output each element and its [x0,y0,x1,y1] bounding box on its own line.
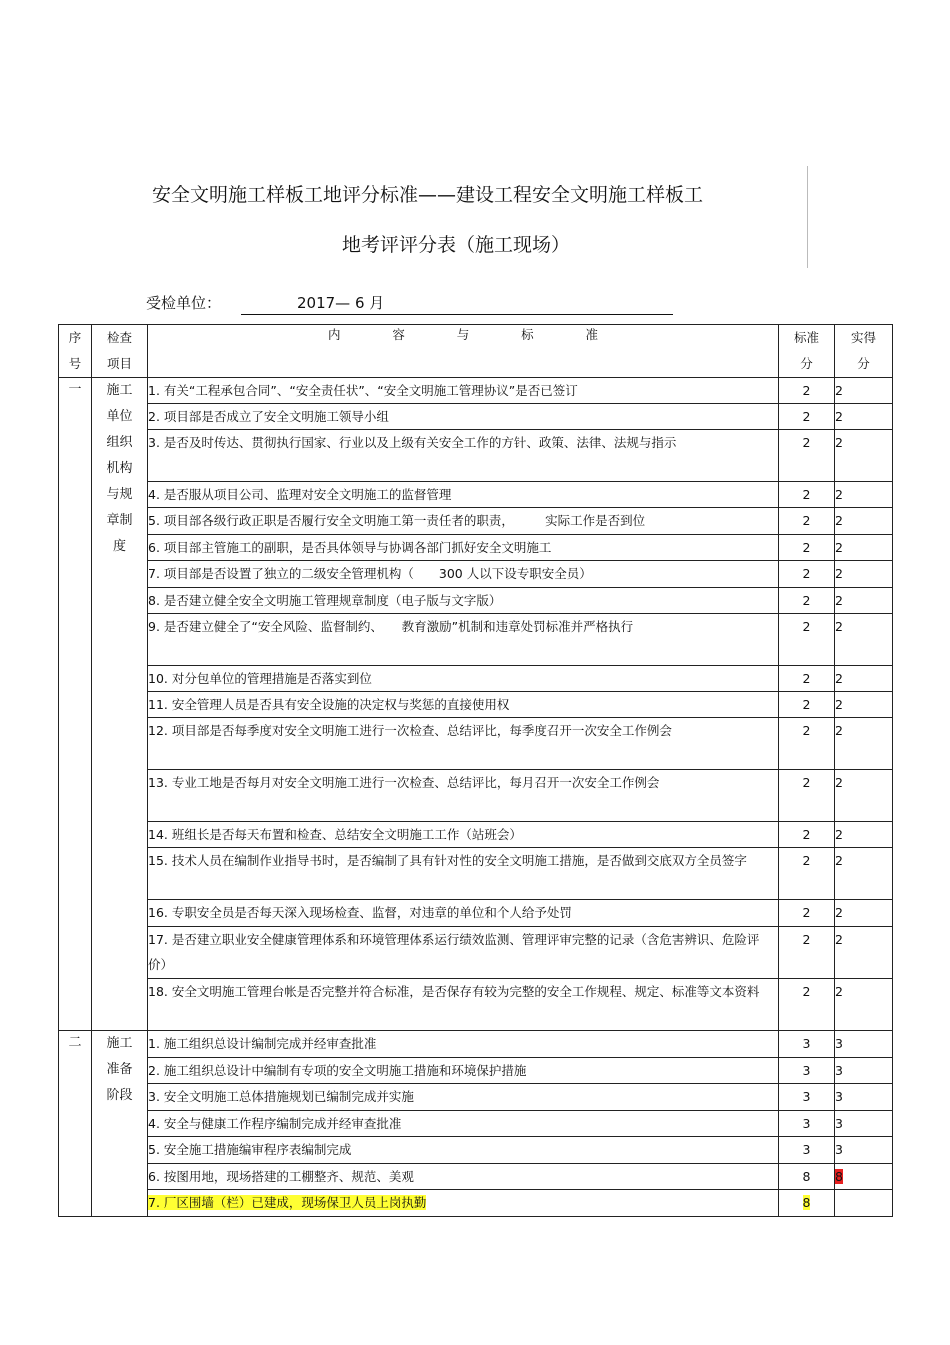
criterion-text [148,404,779,430]
criterion-text [148,822,779,848]
standard-score-value: 2 [802,593,811,608]
criterion-text [148,1058,779,1084]
criterion-text [148,588,779,614]
standard-score [779,1084,835,1111]
standard-score-value: 3 [802,1063,811,1078]
criterion-label: 3. 是否及时传达、贯彻执行国家、行业以及上级有关安全工作的方针、政策、法律、法规与指示 [148,435,677,450]
actual-score [835,1111,893,1137]
criterion-text [148,1031,779,1058]
criterion-label: 4. 安全与健康工作程序编制完成并经审查批准 [148,1116,402,1131]
actual-score-value: 3 [835,1089,843,1104]
actual-score-value: 2 [835,775,843,790]
actual-score-value: 3 [835,1142,843,1157]
table-row [59,927,893,979]
actual-score [835,482,893,508]
inspected-unit-value: 2017— 6 月 [297,294,385,312]
standard-score [779,1031,835,1058]
criterion-label: 8. 是否建立健全安全文明施工管理规章制度（电子版与文字版） [148,593,502,608]
criterion-label: 14. 班组长是否每天布置和检查、总结安全文明施工工作（站班会） [148,827,522,842]
table-header-row [59,325,893,378]
criterion-text [148,979,779,1031]
actual-score-value: 2 [835,827,843,842]
criterion-text [148,535,779,561]
standard-score [779,404,835,430]
actual-score-value: 2 [835,540,843,555]
standard-score [779,588,835,614]
criterion-label: 7. 项目部是否设置了独立的二级安全管理机构（ 300 人以下设专职安全员） [148,566,592,581]
criterion-text [148,666,779,692]
criterion-text [148,1190,779,1217]
actual-score-value: 2 [835,723,843,738]
criterion-label: 2. 施工组织总设计中编制有专项的安全文明施工措施和环境保护措施 [148,1063,527,1078]
standard-score-value: 2 [802,409,811,424]
criterion-text [148,900,779,927]
criterion-label: 13. 专业工地是否每月对安全文明施工进行一次检查、总结评比，每月召开一次安全工作例会 [148,775,660,790]
criterion-text [148,692,779,718]
table-row [59,822,893,848]
table-row [59,508,893,535]
scoring-table [58,324,893,1217]
actual-score-value: 2 [835,984,843,999]
standard-score [779,614,835,666]
criterion-label: 5. 项目部各级行政正职是否履行安全文明施工第一责任者的职责， 实际工作是否到位 [148,513,646,528]
standard-score-value: 2 [802,932,811,947]
table-row [59,979,893,1031]
actual-score [835,588,893,614]
header-item: 检查项目 [92,325,148,378]
actual-score [835,666,893,692]
table-row [59,535,893,561]
actual-score [835,614,893,666]
section-category [92,1031,148,1217]
actual-score [835,770,893,822]
criterion-text [148,430,779,482]
standard-score-value: 2 [802,487,811,502]
actual-score [835,1058,893,1084]
criterion-text [148,770,779,822]
standard-score-value: 2 [802,775,811,790]
standard-score [779,1137,835,1164]
actual-score-value: 2 [835,593,843,608]
standard-score [779,561,835,588]
criterion-text [148,561,779,588]
table-row [59,561,893,588]
document-title-line-1: 安全文明施工样板工地评分标准——建设工程安全文明施工样板工 [152,184,704,206]
actual-score-value: 2 [835,409,843,424]
actual-score [835,1031,893,1058]
criterion-label: 9. 是否建立健全了“安全风险、监督制约、 教育激励”机制和违章处罚标准并严格执行 [148,619,634,634]
standard-score [779,822,835,848]
standard-score [779,900,835,927]
criterion-text [148,848,779,900]
criterion-text [148,508,779,535]
inspected-unit-label: 受检单位： [146,294,222,312]
table-row [59,900,893,927]
criterion-label: 5. 安全施工措施编审程序表编制完成 [148,1142,352,1157]
criterion-text [148,1111,779,1137]
standard-score-value: 2 [802,540,811,555]
standard-score-value: 2 [802,697,811,712]
criterion-text [148,1164,779,1190]
standard-score-value: 8 [802,1195,811,1210]
actual-score-value: 2 [835,697,843,712]
criterion-text [148,614,779,666]
standard-score [779,718,835,770]
criterion-label: 12. 项目部是否每季度对安全文明施工进行一次检查、总结评比，每季度召开一次安全工作例会 [148,723,672,738]
standard-score-value: 2 [802,905,811,920]
standard-score-value: 2 [802,984,811,999]
table-row [59,482,893,508]
table-row [59,378,893,404]
table-row [59,848,893,900]
table-row [59,404,893,430]
table-row [59,770,893,822]
criterion-label: 7. 厂区围墙（栏）已建成，现场保卫人员上岗执勤 [148,1195,427,1210]
standard-score [779,927,835,979]
criterion-label: 1. 有关“工程承包合同”、“安全责任状”、“安全文明施工管理协议”是否已签订 [148,383,578,398]
criterion-text [148,378,779,404]
section-category [92,378,148,1031]
criterion-label: 10. 对分包单位的管理措施是否落实到位 [148,671,372,686]
table-row [59,1137,893,1164]
table-row [59,692,893,718]
standard-score [779,1111,835,1137]
standard-score [779,770,835,822]
actual-score-value: 2 [835,566,843,581]
table-row [59,588,893,614]
criterion-label: 11. 安全管理人员是否具有安全设施的决定权与奖惩的直接使用权 [148,697,510,712]
criterion-label: 4. 是否服从项目公司、监理对安全文明施工的监督管理 [148,487,452,502]
criterion-label: 2. 项目部是否成立了安全文明施工领导小组 [148,409,389,424]
standard-score-value: 3 [802,1116,811,1131]
section-category-label: 施工准备阶段 [106,1036,133,1103]
criterion-text [148,482,779,508]
standard-score-value: 2 [802,566,811,581]
standard-score-value: 2 [802,723,811,738]
standard-score [779,848,835,900]
standard-score [779,378,835,404]
criterion-text [148,1084,779,1111]
section-number: 二 [59,1031,92,1217]
header-actual-score: 实得分 [835,325,893,378]
criterion-label: 6. 项目部主管施工的副职，是否具体领导与协调各部门抓好安全文明施工 [148,540,552,555]
actual-score [835,979,893,1031]
table-row [59,1084,893,1111]
standard-score-value: 2 [802,827,811,842]
document-title-line-2: 地考评评分表（施工现场） [342,234,571,256]
actual-score-value: 2 [835,487,843,502]
actual-score-value: 2 [835,853,843,868]
actual-score [835,404,893,430]
header-standard-score: 标准分 [779,325,835,378]
criterion-label: 3. 安全文明施工总体措施规划已编制完成并实施 [148,1089,414,1104]
actual-score-value: 2 [835,383,843,398]
actual-score-value: 8 [835,1169,843,1184]
standard-score-value: 2 [802,513,811,528]
actual-score [835,718,893,770]
table-row [59,614,893,666]
standard-score-value: 3 [802,1036,811,1051]
criterion-label: 1. 施工组织总设计编制完成并经审查批准 [148,1036,377,1051]
standard-score-value: 2 [802,619,811,634]
criterion-label: 18. 安全文明施工管理台帐是否完整并符合标准，是否保存有较为完整的安全工作规程、规定、标准等文本资料 [148,984,760,999]
actual-score-value: 3 [835,1036,843,1051]
actual-score [835,1164,893,1190]
actual-score [835,848,893,900]
standard-score [779,1190,835,1217]
standard-score [779,692,835,718]
actual-score [835,900,893,927]
standard-score [779,508,835,535]
header-seq: 序号 [59,325,92,378]
table-row [59,1031,893,1058]
section-number: 一 [59,378,92,1031]
actual-score [835,1084,893,1111]
table-row [59,1164,893,1190]
criterion-text [148,1137,779,1164]
table-row [59,430,893,482]
standard-score-value: 2 [802,383,811,398]
title-block [142,166,808,268]
table-row [59,1111,893,1137]
standard-score [779,482,835,508]
actual-score [835,535,893,561]
actual-score [835,378,893,404]
actual-score [835,508,893,535]
actual-score [835,927,893,979]
actual-score [835,561,893,588]
standard-score [779,535,835,561]
actual-score [835,692,893,718]
standard-score [779,1058,835,1084]
standard-score-value: 3 [802,1142,811,1157]
actual-score [835,1137,893,1164]
actual-score-value: 2 [835,435,843,450]
standard-score [779,979,835,1031]
standard-score-value: 8 [802,1169,811,1184]
actual-score-value: 2 [835,905,843,920]
criterion-text [148,718,779,770]
inspected-unit-row [146,292,385,313]
actual-score [835,430,893,482]
section-category-label: 施工单位组织机构与规章制度 [106,383,133,554]
criterion-label: 17. 是否建立职业安全健康管理体系和环境管理体系运行绩效监测、管理评审完整的记录（含危害辨识、危险评价） [148,932,760,972]
table-row [59,1058,893,1084]
table-row [59,666,893,692]
actual-score-value: 3 [835,1116,843,1131]
criterion-label: 15. 技术人员在编制作业指导书时，是否编制了具有针对性的安全文明施工措施，是否做到交底双方全员签字 [148,853,747,868]
header-content: 内 容 与 标 准 [148,325,779,378]
criterion-label: 16. 专职安全员是否每天深入现场检查、监督，对违章的单位和个人给予处罚 [148,905,572,920]
standard-score-value: 3 [802,1089,811,1104]
standard-score-value: 2 [802,853,811,868]
standard-score [779,430,835,482]
criterion-label: 6. 按图用地，现场搭建的工棚整齐、规范、美观 [148,1169,414,1184]
criterion-text [148,927,779,979]
standard-score-value: 2 [802,435,811,450]
standard-score [779,666,835,692]
inspected-unit-field [241,292,673,315]
actual-score-value: 2 [835,671,843,686]
standard-score [779,1164,835,1190]
actual-score-value: 2 [835,619,843,634]
actual-score-value: 2 [835,932,843,947]
actual-score-value: 3 [835,1063,843,1078]
actual-score-value: 2 [835,513,843,528]
actual-score [835,1190,893,1217]
table-row [59,718,893,770]
table-row [59,1190,893,1217]
actual-score [835,822,893,848]
standard-score-value: 2 [802,671,811,686]
